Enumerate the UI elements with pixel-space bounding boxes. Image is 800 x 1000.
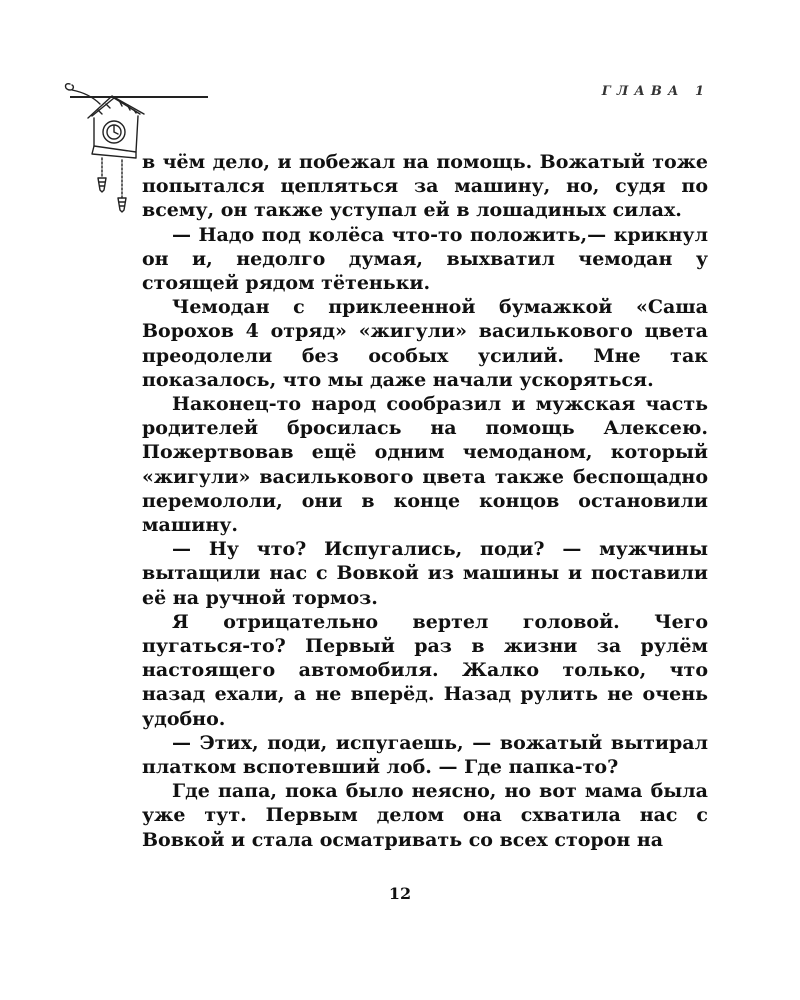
chapter-label: ГЛАВА 1 xyxy=(601,84,710,99)
body-text xyxy=(142,150,708,852)
paragraph: — Этих, поди, испугаешь, — вожатый вытирал платком вспотевший лоб. — Где папка-то? xyxy=(142,731,708,779)
paragraph: Где папа, пока было неясно, но вот мама была уже тут. Первым делом она схватила нас с Вовкой и стала осматривать со всех сторон на xyxy=(142,780,708,851)
paragraph: — Надо под колёса что-то положить,— крикнул он и, недолго думая, выхватил чемодан у стоящей рядом тётеньки. xyxy=(142,223,708,295)
paragraph: Я отрицательно вертел головой. Чего пугаться-то? Первый раз в жизни за рулём настоящего автомобиля. Жалко только, что назад ехали, а не вперёд. Назад рулить не очень удобно. xyxy=(142,610,708,730)
paragraph: Чемодан с приклеенной бумажкой «Саша Ворохов 4 отряд» «жигули» василькового цвета преодолели без особых усилий. Мне так показалось, что мы даже начали ускоряться. xyxy=(142,296,708,391)
page-number: 12 xyxy=(388,884,412,903)
paragraph: Наконец-то народ сообразил и мужская часть родителей бросилась на помощь Алексею. Пожертвовав ещё одним чемоданом, который «жигули» василькового цвета также беспощадно перемололи, они в конце концов остановили машину. xyxy=(142,393,708,537)
paragraph: — Ну что? Испугались, поди? — мужчины вытащили нас с Вовкой из машины и поставили её на ручной тормоз. xyxy=(142,538,708,609)
paragraph: в чём дело, и побежал на помощь. Вожатый тоже попытался цепляться за машину, но, судя по всему, он также уступал ей в лошадиных силах. xyxy=(142,151,708,222)
